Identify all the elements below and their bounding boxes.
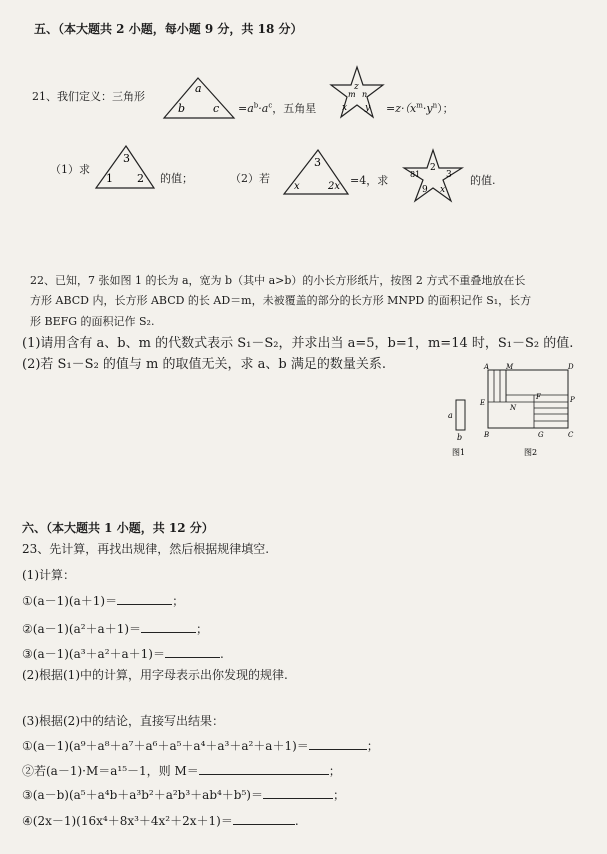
q21-intro: 21、我们定义：三角形 [32,90,145,103]
q21-part1-triangle [92,142,158,192]
q23-intro: 23、先计算，再找出规律，然后根据规律填空. [22,542,270,556]
answer-blank-f3[interactable] [263,786,333,799]
q21-definition-triangle [158,74,238,122]
section-6-heading: 六、（本大题共 1 小题，共 12 分） [22,521,214,535]
answer-blank-f2[interactable] [199,762,329,775]
q23-e3: ③(a－1)(a³＋a²＋a＋1)＝ . [22,647,224,661]
fig2-P: P [570,396,575,404]
fig1-caption: 图1 [452,448,466,457]
q21-part2-triangle [280,146,352,198]
p2-star-bottom-right: x [440,185,446,195]
q22-line1: 22、已知，7 张如图 1 的长为 a，宽为 b（其中 a>b）的小长方形纸片，按图 2 方式不重叠地放在长 [30,274,526,287]
fig2-C: C [568,431,574,439]
fig2-M: M [506,363,514,371]
q23-f3: ③(a－b)(a⁵＋a⁴b＋a³b²＋a²b³＋ab⁴＋b⁵)＝ ； [22,788,346,802]
q23-f2: ②若(a－1)·M＝a¹⁵－1，则 M＝ ； [22,764,341,778]
fig2-caption: 图2 [524,448,538,457]
fig2-G: G [538,431,544,439]
q21-definition-star [326,64,388,122]
answer-blank-e2[interactable] [141,620,196,633]
p2-star-top: 2 [430,163,436,173]
fig1-b-label: b [457,433,463,442]
def-triangle-top: a [195,82,202,95]
def-triangle-left: b [178,102,186,115]
answer-blank-e3[interactable] [165,645,220,658]
q23-part2: (2)根据(1)中的计算，用字母表示出你发现的规律. [22,668,288,682]
q23-f1: ①(a－1)(a⁹＋a⁸＋a⁷＋a⁶＋a⁵＋a⁴＋a³＋a²＋a＋1)＝ ； [22,739,379,753]
p1-triangle-right: 2 [137,172,144,185]
fig2-A: A [484,363,490,371]
def-star-z: z [354,82,359,92]
q22-part1: (1)请用含有 a、b、m 的代数式表示 S₁－S₂，并求出当 a=5，b=1，m=14 时，S₁－S₂ 的值. [22,336,574,351]
q23-e2: ②(a－1)(a²＋a＋1)＝ ； [22,622,209,636]
q21-part1-label: （1）求 [50,163,90,176]
q22-line2: 方形 ABCD 内，长方形 ABCD 的长 AD＝m，未被覆盖的部分的长方形 MNPD 的面积记作 S₁，长方 [30,294,532,307]
p2-star-right: 3 [446,170,452,180]
q21-part1-tail: 的值； [160,172,193,185]
p1-triangle-left: 1 [106,172,113,185]
q23-e1: ①(a－1)(a＋1)＝ ； [22,594,185,608]
p2-triangle-left: x [294,181,300,192]
p2-star-left: 81 [410,170,421,179]
fig2-B: B [484,431,490,439]
def-star-n: n [362,90,368,99]
def-star-m: m [348,90,356,99]
section-5-heading: 五、（本大题共 2 小题，每小题 9 分，共 18 分） [34,22,303,36]
fig2-E: E [480,399,486,407]
q21-part2-tail: 的值. [470,174,496,187]
def-triangle-right: c [213,102,220,115]
def-star-y: y [365,103,371,113]
q23-f4: ④(2x－1)(16x⁴＋8x³＋4x²＋2x＋1)＝ . [22,814,299,828]
q21-part2-eq: =4，求 [350,174,389,187]
q23-part3: (3)根据(2)中的结论，直接写出结果： [22,714,224,728]
p2-triangle-top: 3 [314,156,321,169]
p2-triangle-right: 2x [328,181,341,192]
q23-part1-label: (1)计算： [22,568,75,582]
q21-part2-star [398,148,468,204]
fig1-rectangle [456,400,465,430]
fig2-F: F [536,393,541,401]
answer-blank-f1[interactable] [309,737,367,750]
answer-blank-e1[interactable] [117,592,172,605]
p1-triangle-top: 3 [123,152,130,165]
q21-part2-label: （2）若 [230,172,270,185]
answer-blank-f4[interactable] [233,812,295,825]
q22-line3: 形 BEFG 的面积记作 S₂. [30,315,155,328]
fig2-top-strips [488,370,568,402]
q21-def-eq2: $=z\cdot(x^m\cdot y^n)$； [386,101,454,115]
fig2-D: D [568,363,574,371]
q22-figures [440,360,590,460]
fig1-a-label: a [448,411,453,420]
q22-part2: (2)若 S₁－S₂ 的值与 m 的取值无关，求 a、b 满足的数量关系. [22,357,386,372]
q21-def-eq1: $=a^b\cdot a^c$，五角星 [238,101,317,115]
def-star-x: x [342,103,348,113]
fig2-N: N [510,404,517,412]
p2-star-bottom-left: 9 [422,185,428,195]
